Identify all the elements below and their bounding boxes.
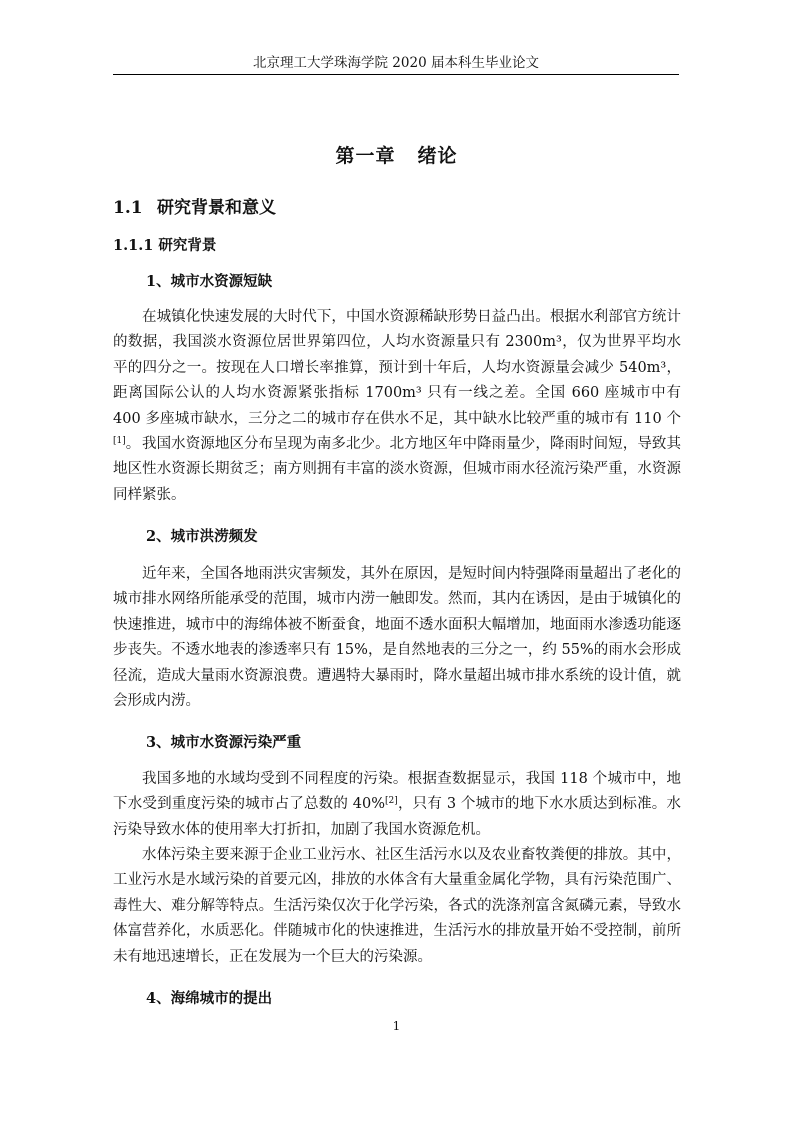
- paragraph-tail: ，只有 3 个城市的地下水水质达到标准。水污染导致水体的使用率大打折扣，加剧了我国水资源危机。: [113, 796, 681, 838]
- paragraph-text: 在城镇化快速发展的大时代下，中国水资源稀缺形势日益凸出。根据水利部官方统计的数据，我国淡水资源位居世界第四位，人均水资源量只有 2300m³，仅为世界平均水平的四分之一。按现在人口增长率推算，预计到十年后，人均水资源量会减少 540m³，距离国际公认的人均水资源紧张指标 1700m³ 只有一线之差。全国 660 座城市中有 400 多座城市缺水，三分之二的城市存在供水不足，其中缺水比较严重的城市有 110 个: [113, 309, 681, 427]
- paragraph-text: 我国多地的水域均受到不同程度的污染。根据查数据显示，我国 118 个城市中，地下水受到重度污染的城市占了总数的 40%: [113, 771, 681, 813]
- chapter-name: 绪论: [417, 145, 458, 167]
- item-heading: 1、城市水资源短缺: [146, 273, 273, 290]
- section-number: 1.1: [113, 198, 143, 218]
- citation: [2]: [385, 796, 398, 807]
- page-header: 北京理工大学珠海学院 2020 届本科生毕业论文: [113, 52, 679, 75]
- section-heading: [113, 193, 276, 218]
- paragraph: 我国水资源地区分布呈现为南多北少。北方地区年中降雨量少，降雨时间短，导致其地区性水资源长期贫乏；南方则拥有丰富的淡水资源，但城市雨水径流污染严重，水资源同样紧张。: [113, 436, 681, 503]
- subsection-heading: 1.1.1 研究背景: [113, 237, 217, 254]
- paragraph: [113, 767, 681, 843]
- item-heading: 4、海绵城市的提出: [146, 990, 273, 1007]
- item-heading: 3、城市水资源污染严重: [146, 734, 302, 751]
- paragraph: 水体污染主要来源于企业工业污水、社区生活污水以及农业畜牧粪便的排放。其中，工业污水是水域污染的首要元凶，排放的水体含有大量重金属化学物，具有污染范围广、毒性大、难分解等特点。生活污染仅次于化学污染，各式的洗涤剂富含氮磷元素，导致水体富营养化，水质恶化。伴随城市化的快速推进，生活污水的排放量开始不受控制，前所未有地迅速增长，正在发展为一个巨大的污染源。: [113, 847, 681, 965]
- citation: [1]: [113, 436, 126, 447]
- item-heading: 2、城市洪涝频发: [146, 528, 258, 545]
- paragraph: 近年来，全国各地雨洪灾害频发，其外在原因，是短时间内特强降雨量超出了老化的城市排水网络所能承受的范围，城市内涝一触即发。然而，其内在诱因，是由于城镇化的快速推进，城市中的海绵体被不断蚕食，地面不透水面积大幅增加，地面雨水渗透功能逐步丧失。不透水地表的渗透率只有 15%，是自然地表的三分之一，约 55%的雨水会形成径流，造成大量雨水资源浪费。遭遇特大暴雨时，降水量超出城市排水系统的设计值，就会形成内涝。: [113, 566, 681, 710]
- chapter-number: 第一章: [335, 145, 396, 167]
- paragraph-tail: 。: [125, 436, 141, 453]
- chapter-title: [0, 141, 793, 168]
- section-title: 研究背景和意义: [157, 198, 276, 218]
- page-number: 1: [392, 1019, 401, 1033]
